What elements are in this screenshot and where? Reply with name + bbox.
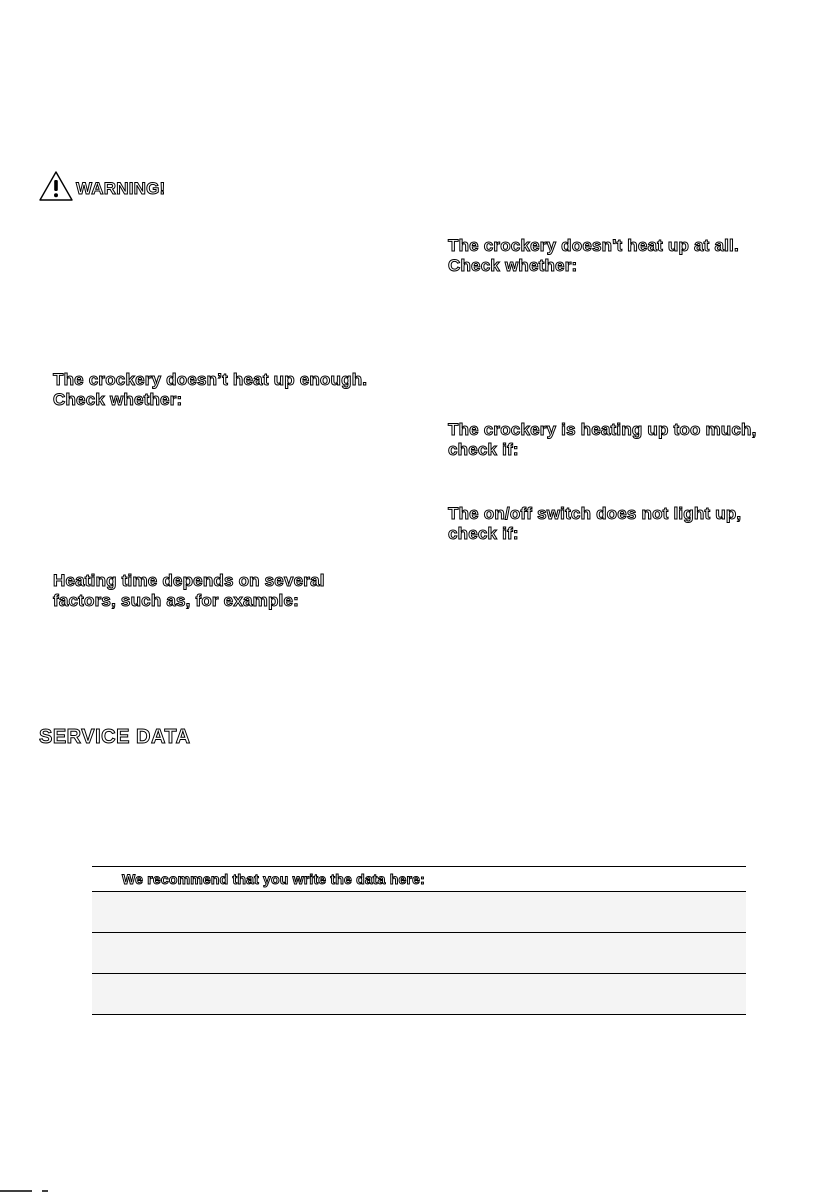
table-row	[92, 974, 746, 1015]
too-much-line-2: check if:	[448, 440, 519, 459]
warning-triangle-icon	[38, 170, 74, 202]
too-much-line-1: The crockery is heating up too much,	[448, 420, 757, 439]
service-data-table	[92, 866, 746, 1015]
service-data-cell-3	[92, 974, 746, 1015]
table-row	[92, 933, 746, 974]
service-data-cell-2	[92, 933, 746, 974]
heating-time-subheading	[53, 571, 325, 611]
not-enough-heat-subheading	[53, 370, 367, 410]
switch-line-1: The on/off switch does not light up,	[448, 504, 742, 523]
not-enough-line-2: Check whether:	[53, 390, 183, 409]
service-data-cell-1	[92, 892, 746, 933]
switch-subheading	[448, 504, 741, 544]
no-heat-line-2: Check whether:	[448, 256, 578, 275]
heating-time-line-2: factors, such as, for example:	[53, 591, 299, 610]
no-heat-line-1: The crockery doesn't heat up at all.	[448, 236, 739, 255]
table-row	[92, 892, 746, 933]
heating-time-line-1: Heating time depends on several	[53, 571, 325, 590]
switch-line-2: check if:	[448, 524, 519, 543]
too-much-heat-subheading	[448, 420, 757, 460]
warning-heading	[38, 168, 165, 204]
page-edge-marks	[0, 1186, 60, 1192]
warning-label: WARNING!	[76, 179, 166, 198]
service-table-header-row	[92, 867, 746, 892]
service-data-title: SERVICE DATA	[39, 726, 191, 748]
service-table-header: We recommend that you write the data here:	[92, 867, 746, 892]
no-heat-subheading	[448, 236, 739, 276]
not-enough-line-1: The crockery doesn’t heat up enough.	[53, 370, 368, 389]
